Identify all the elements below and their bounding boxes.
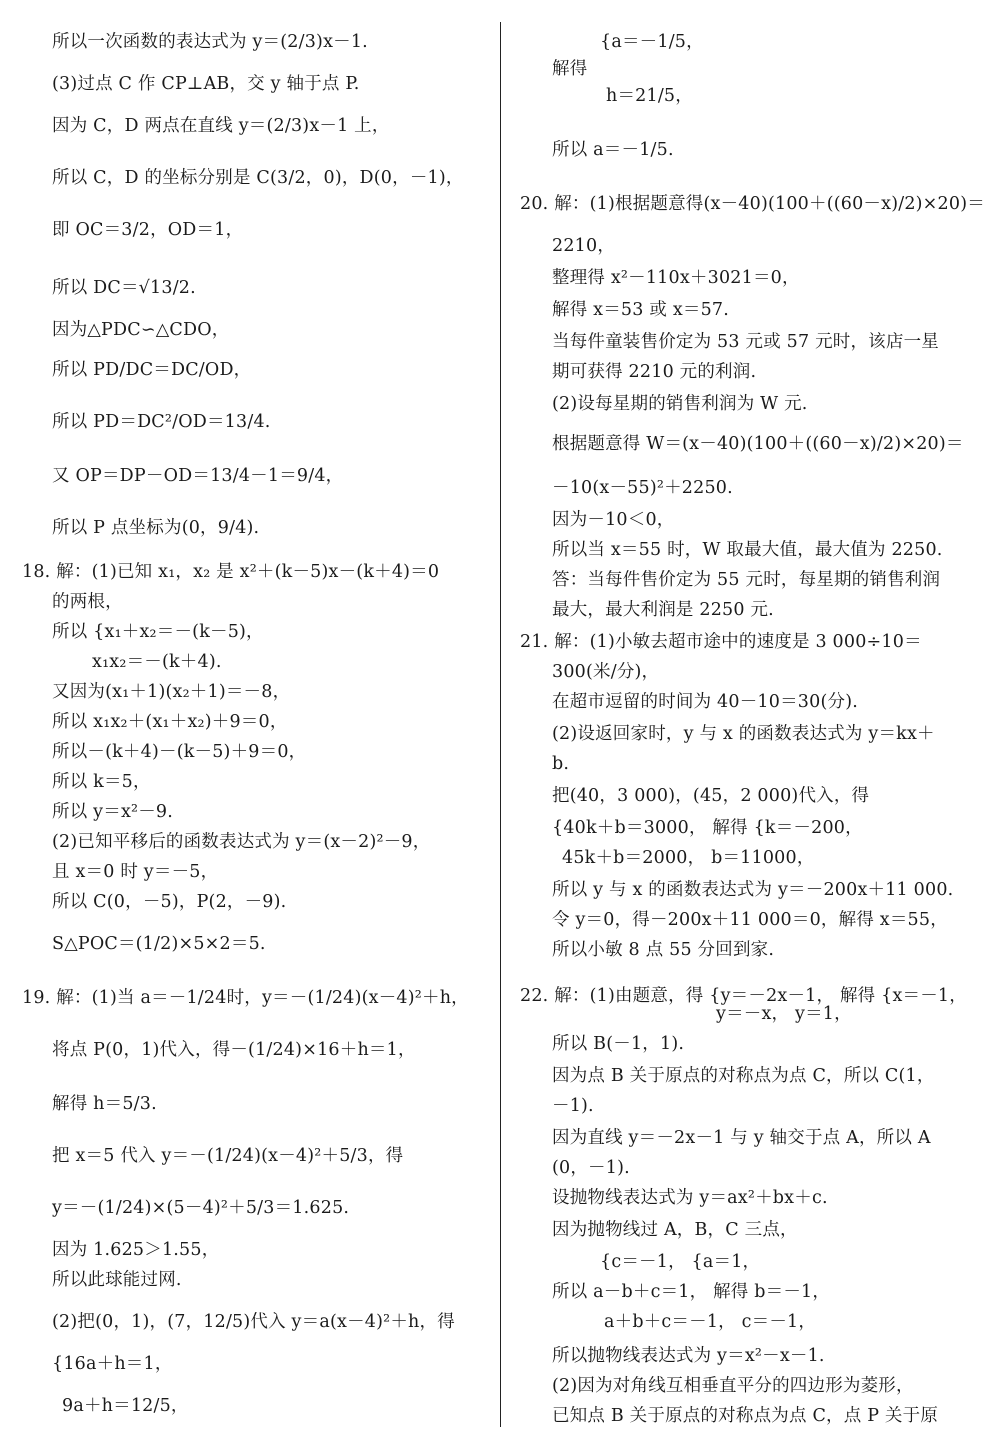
text-line: 解得	[552, 59, 588, 79]
text-line: 19. 解：(1)当 a＝－1/24时，y＝－(1/24)(x－4)²＋h，	[22, 988, 469, 1008]
text-line: 所以此球能过网.	[52, 1270, 182, 1290]
text-line: (0，－1).	[552, 1158, 630, 1178]
text-line: 所以 y 与 x 的函数表达式为 y＝－200x＋11 000.	[552, 880, 954, 900]
text-line: 300(米/分)，	[552, 662, 660, 682]
text-line: －10(x－55)²＋2250.	[552, 478, 733, 498]
text-line: 因为点 B 关于原点的对称点为点 C，所以 C(1，	[552, 1066, 935, 1086]
text-line: 所以 PD＝DC²/OD＝13/4.	[52, 412, 271, 432]
text-line: 因为 C，D 两点在直线 y＝(2/3)x－1 上，	[52, 116, 390, 136]
text-line: 根据题意得 W＝(x－40)(100＋((60－x)/2)×20)＝	[552, 434, 964, 454]
text-line: a＋b＋c＝－1， c＝－1，	[604, 1312, 817, 1332]
text-line: 答：当每件售价定为 55 元时，每星期的销售利润	[552, 570, 941, 590]
text-line: 解得 x＝53 或 x＝57.	[552, 300, 730, 320]
text-line: b.	[552, 754, 570, 774]
text-line: 所以 C(0，－5)，P(2，－9).	[52, 892, 287, 912]
text-line: (2)因为对角线互相垂直平分的四边形为菱形，	[552, 1376, 914, 1396]
text-line: x₁x₂＝－(k＋4).	[92, 652, 222, 672]
text-line: S△POC＝(1/2)×5×2＝5.	[52, 934, 266, 954]
text-line: (2)已知平移后的函数表达式为 y＝(x－2)²－9，	[52, 832, 431, 852]
text-line: 所以一次函数的表达式为 y＝(2/3)x－1.	[52, 32, 368, 52]
text-line: 所以 DC＝√13/2.	[52, 278, 196, 298]
text-line: 所以 C，D 的坐标分别是 C(3/2，0)，D(0，－1)，	[52, 168, 464, 188]
text-line: {40k＋b＝3000， 解得 {k＝－200，	[552, 818, 863, 838]
text-line: 最大，最大利润是 2250 元.	[552, 600, 774, 620]
text-line: 令 y＝0，得－200x＋11 000＝0，解得 x＝55，	[552, 910, 948, 930]
text-line: 9a＋h＝12/5，	[62, 1396, 189, 1416]
text-line: 因为 1.625＞1.55，	[52, 1240, 220, 1260]
text-line: h＝21/5，	[606, 86, 693, 106]
text-line: 因为直线 y＝－2x－1 与 y 轴交于点 A，所以 A	[552, 1128, 931, 1148]
text-line: 所以小敏 8 点 55 分回到家.	[552, 940, 775, 960]
text-line: y＝－x， y＝1，	[716, 1004, 852, 1024]
text-line: 所以 x₁x₂＋(x₁＋x₂)＋9＝0，	[52, 712, 288, 732]
text-line: 因为－10＜0，	[552, 510, 675, 530]
text-line: 所以 P 点坐标为(0，9/4).	[52, 518, 260, 538]
text-line: 因为△PDC∽△CDO，	[52, 320, 230, 340]
text-line: 的两根，	[52, 592, 123, 612]
text-line: 期可获得 2210 元的利润.	[552, 362, 757, 382]
text-line: 把 x＝5 代入 y＝－(1/24)(x－4)²＋5/3，得	[52, 1146, 404, 1166]
text-line: 所以 k＝5，	[52, 772, 151, 792]
text-line: (3)过点 C 作 CP⊥AB，交 y 轴于点 P.	[52, 74, 360, 94]
text-line: (2)设每星期的销售利润为 W 元.	[552, 394, 808, 414]
text-line: 所以 B(－1，1).	[552, 1034, 685, 1054]
text-line: 设抛物线表达式为 y＝ax²＋bx＋c.	[552, 1188, 828, 1208]
text-line: －1).	[552, 1096, 594, 1116]
text-line: 因为抛物线过 A，B，C 三点，	[552, 1220, 798, 1240]
column-divider	[500, 22, 501, 1427]
text-line: 即 OC＝3/2，OD＝1，	[52, 220, 244, 240]
text-line: {a＝－1/5，	[600, 32, 704, 52]
text-line: 所以 PD/DC＝DC/OD，	[52, 360, 252, 380]
text-line: (2)把(0，1)，(7，12/5)代入 y＝a(x－4)²＋h，得	[52, 1312, 455, 1332]
text-line: y＝－(1/24)×(5－4)²＋5/3＝1.625.	[52, 1198, 350, 1218]
text-line: 又 OP＝DP－OD＝13/4－1＝9/4，	[52, 466, 344, 486]
text-line: 已知点 B 关于原点的对称点为点 C，点 P 关于原	[552, 1406, 939, 1426]
text-line: {c＝－1， {a＝1，	[600, 1252, 761, 1272]
text-line: 整理得 x²－110x＋3021＝0，	[552, 268, 800, 288]
text-line: 22. 解：(1)由题意，得 {y＝－2x－1， 解得 {x＝－1，	[520, 986, 967, 1006]
text-line: 2210，	[552, 236, 616, 256]
text-line: 所以当 x＝55 时，W 取最大值，最大值为 2250.	[552, 540, 943, 560]
text-line: 所以 a＝－1/5.	[552, 140, 674, 160]
text-line: 在超市逗留的时间为 40－10＝30(分).	[552, 692, 858, 712]
text-line: 21. 解：(1)小敏去超市途中的速度是 3 000÷10＝	[520, 632, 922, 652]
text-line: 把(40，3 000)，(45，2 000)代入，得	[552, 786, 870, 806]
text-line: 所以 y＝x²－9.	[52, 802, 174, 822]
text-line: 所以 {x₁＋x₂＝－(k－5)，	[52, 622, 264, 642]
text-line: {16a＋h＝1，	[52, 1354, 173, 1374]
text-line: 且 x＝0 时 y＝－5，	[52, 862, 219, 882]
text-line: 45k＋b＝2000， b＝11000，	[562, 848, 815, 868]
text-line: 18. 解：(1)已知 x₁，x₂ 是 x²＋(k－5)x－(k＋4)＝0	[22, 562, 440, 582]
text-line: 所以抛物线表达式为 y＝x²－x－1.	[552, 1346, 825, 1366]
text-line: 当每件童装售价定为 53 元或 57 元时，该店一星	[552, 332, 939, 352]
text-line: 20. 解：(1)根据题意得(x－40)(100＋((60－x)/2)×20)＝	[520, 194, 985, 214]
text-line: 又因为(x₁＋1)(x₂＋1)＝－8，	[52, 682, 291, 702]
text-line: 所以－(k＋4)－(k－5)＋9＝0，	[52, 742, 307, 762]
text-line: 将点 P(0，1)代入，得－(1/24)×16＋h＝1，	[52, 1040, 416, 1060]
text-line: 所以 a－b＋c＝1， 解得 b＝－1，	[552, 1282, 831, 1302]
text-line: (2)设返回家时，y 与 x 的函数表达式为 y＝kx＋	[552, 724, 935, 744]
text-line: 解得 h＝5/3.	[52, 1094, 157, 1114]
